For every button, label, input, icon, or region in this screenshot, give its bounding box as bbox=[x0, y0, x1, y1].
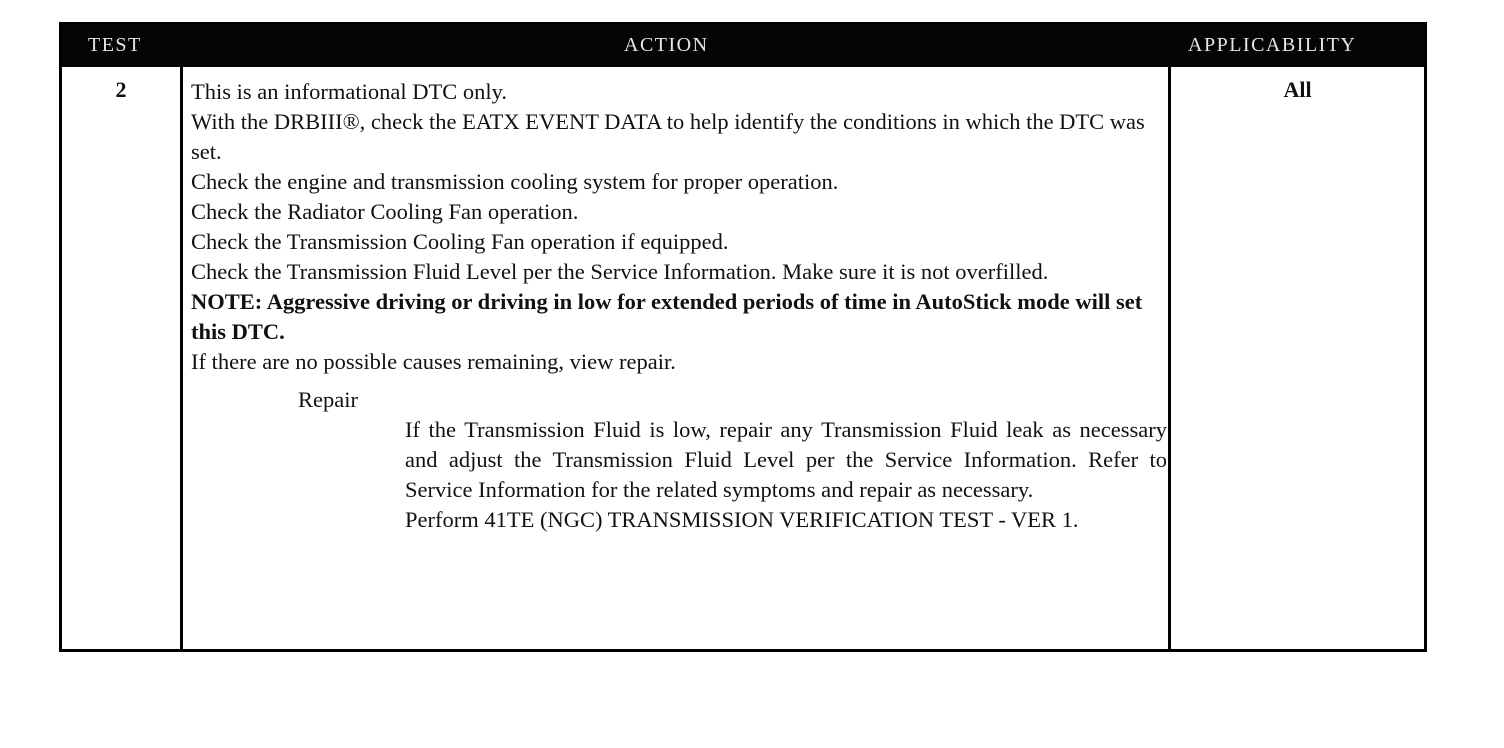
action-cell bbox=[191, 77, 1167, 535]
applicability-value: All bbox=[1283, 77, 1312, 102]
table-header bbox=[62, 25, 1424, 67]
header-applicability: APPLICABILITY bbox=[1188, 34, 1357, 56]
diagnostic-table bbox=[59, 22, 1427, 652]
test-number: 2 bbox=[115, 77, 127, 102]
repair-verification-test: Perform 41TE (NGC) TRANSMISSION VERIFICATION TEST - VER 1. bbox=[405, 507, 1079, 532]
header-action: ACTION bbox=[624, 34, 709, 56]
column-divider bbox=[1168, 67, 1171, 649]
action-line: This is an informational DTC only. bbox=[191, 79, 507, 104]
action-line: Check the Transmission Fluid Level per the Service Information. Make sure it is not overfilled. bbox=[191, 259, 1049, 284]
note-text: NOTE: Aggressive driving or driving in low for extended periods of time in AutoStick mode will set this DTC. bbox=[191, 289, 1143, 344]
repair-label: Repair bbox=[298, 387, 358, 412]
action-line: With the DRBIII®, check the EATX EVENT DATA to help identify the conditions in which the DTC was set. bbox=[191, 109, 1145, 164]
action-line: Check the Radiator Cooling Fan operation. bbox=[191, 199, 579, 224]
action-line: Check the Transmission Cooling Fan operation if equipped. bbox=[191, 229, 729, 254]
repair-text: If the Transmission Fluid is low, repair any Transmission Fluid leak as necessary and adjust the Transmission Fluid Level per the Service Information. Refer to Service Information for the related symptoms and repair as necessary. bbox=[405, 417, 1167, 502]
final-line: If there are no possible causes remaining, view repair. bbox=[191, 349, 676, 374]
column-divider bbox=[180, 67, 183, 649]
header-test: TEST bbox=[88, 34, 142, 56]
action-line: Check the engine and transmission cooling system for proper operation. bbox=[191, 169, 839, 194]
